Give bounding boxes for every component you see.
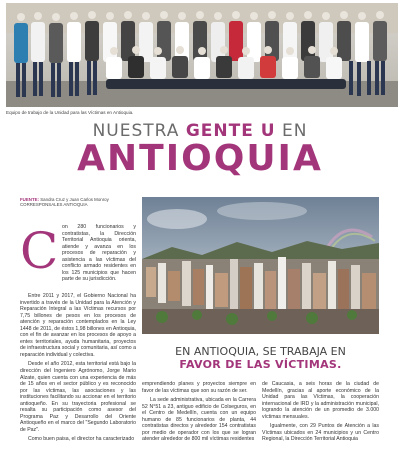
headline-line2: ANTIOQUIA (77, 138, 323, 179)
paragraph: de Caucasia, a seis horas de la ciudad de Medellín, gracias al aporte económico de la Unidad para las Víctimas, la cooperación internacional de IRD y la administración municipal, logrando la atención de un promedio de 3.000 víctimas mensuales. (262, 381, 379, 420)
article-column-1 (20, 293, 136, 446)
paragraph: emprendiendo planes y proyectos siempre en favor de las víctimas que son su razón de ser. (142, 381, 256, 394)
intro-paragraph: on 280 funcionarios y contratistas, la Dirección Territorial Antioquia orienta, atiende y avanza en los procesos de reparación y asistencia a las víctimas del conflicto armado residentes en los 125 municipios que hacen parte de su jurisdicción. (62, 224, 136, 283)
article-column-3 (262, 381, 379, 446)
headline-suffix: EN (275, 121, 308, 141)
byline-role: CORRESPONSALES ANTIOQUIA (20, 202, 88, 208)
subheading-line2: FAVOR DE LAS VÍCTIMAS. (179, 358, 342, 371)
byline (20, 197, 109, 208)
photo-caption: Equipo de trabajo de la Unidad para las Víctimas en Antioquia. (6, 110, 134, 115)
article-column-2 (142, 381, 256, 446)
drop-cap: C (20, 222, 59, 280)
paragraph: La sede administrativa, ubicada en la Carrera 52 N°51 a 23, antiguo edificio de Colseguros, en el Centro de Medellín, cuenta con un equipo humano de 85 funcionarios de planta, 44 contratistas directos y alrededor 154 contratistas por medio de operador con los que se logran atender alrededor de 800 mil víctimas residentes (142, 397, 256, 443)
byline-authors: Sandra Cruz y Juan Carlos Monroy (39, 197, 109, 202)
byline-label: FUENTE: (20, 197, 40, 202)
subheading (142, 345, 379, 371)
subheading-line1: EN ANTIOQUIA, SE TRABAJA EN (175, 345, 346, 358)
medellin-skyline-photo (142, 197, 379, 334)
team-photo (6, 3, 398, 107)
paragraph: Como buen paisa, el director ha caracterizado (28, 436, 135, 443)
paragraph: Igualmente, con 29 Puntos de Atención a las Víctimas ubicados en 24 municipios y un Centro Regional, la Dirección Territorial Antioquia (262, 423, 379, 443)
paragraph: Desde el año 2012, esta territorial está bajo la dirección del Ingeniero Agrónomo, Jorge Mario Alzate, quien cuenta con una experiencia de más de 15 años en el sector público y es reconocido por las víctimas, las asociaciones y las instituciones facilitando su accionar en el territorio antioqueño. En su trayectoria profesional se resalta su participación como asesor del Programa Paz y Desarrollo del Oriente Antioqueño en el marco del "Segundo Laboratorio de Paz". (20, 361, 136, 433)
headline-prefix: NUESTRA (92, 121, 186, 141)
paragraph: Entre 2011 y 2017, el Gobierno Nacional ha invertido a través de la Unidad para la Atención y Reparación Integral a las Víctimas recursos por 7,75 billones de pesos en los procesos de atención y reparación contemplados en la Ley 1448 de 2011, de éstos 1,98 billones en Antioquia, con el fin de avanzar en los procesos de apoyo a entes territoriales, ayuda humanitaria, proyectos de infraestructura social y comunitaria, así como a reparación individual y colectiva. (20, 293, 136, 358)
headline-highlight: GENTE U (185, 121, 276, 141)
